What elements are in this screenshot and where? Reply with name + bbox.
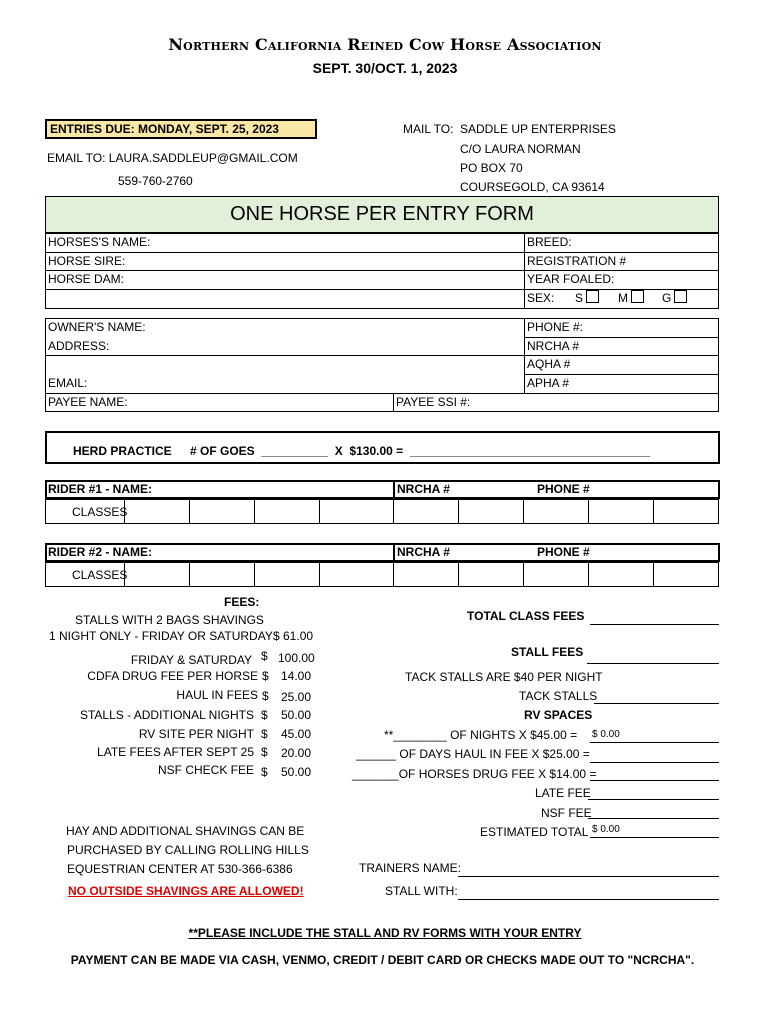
drug-fee-field[interactable] [590, 780, 719, 781]
rv-nights-field[interactable] [590, 742, 719, 743]
rider1-phone-field[interactable]: PHONE # [537, 482, 590, 496]
address-field[interactable]: ADDRESS: [48, 339, 110, 353]
mail-line-2: C/O LAURA NORMAN [460, 142, 581, 156]
haul-in-label: ______ OF DAYS HAUL IN FEE X $25.00 = [356, 747, 590, 761]
tack-note: TACK STALLS ARE $40 PER NIGHT [405, 670, 603, 684]
stalls-price: $ 61.00 [273, 629, 314, 643]
fee-label: RV SITE PER NIGHT [138, 727, 254, 741]
fee-dollar: $ [261, 708, 268, 722]
herd-goes-field[interactable]: # OF GOES __________ X $130.00 = ____________________________________ [190, 444, 651, 458]
mail-line-4: COURSEGOLD, CA 93614 [460, 180, 605, 194]
fee-dollar: $ [261, 727, 268, 741]
fee-amount: 25.00 [281, 690, 312, 704]
horse-sire-field[interactable]: HORSE SIRE: [48, 254, 126, 268]
owner-phone-field[interactable]: PHONE #: [527, 320, 584, 334]
haul-in-field[interactable] [590, 762, 719, 763]
horse-name-field[interactable]: HORSES'S NAME: [48, 235, 151, 249]
contact-phone: 559-760-2760 [118, 174, 193, 188]
include-forms-note: **PLEASE INCLUDE THE STALL AND RV FORMS WITH YOUR ENTRY [188, 926, 582, 940]
stalls-line-2: 1 NIGHT ONLY - FRIDAY OR SATURDAY [49, 629, 273, 643]
mail-line-1: SADDLE UP ENTERPRISES [460, 122, 616, 136]
sex-g-option[interactable]: G [662, 290, 687, 307]
stall-with-label: STALL WITH: [385, 884, 458, 898]
fee-dollar: $ [262, 669, 269, 683]
trainers-name-field[interactable] [458, 876, 719, 877]
horse-dam-field[interactable]: HORSE DAM: [48, 272, 125, 286]
total-class-fees-field[interactable] [590, 624, 719, 625]
rv-spaces-label: RV SPACES [524, 708, 593, 722]
checkbox-icon[interactable] [586, 290, 599, 303]
rider2-classes-label: CLASSES [72, 568, 128, 582]
sex-field [525, 290, 719, 307]
fee-label: CDFA DRUG FEE PER HORSE [87, 669, 258, 683]
owner-nrcha-field[interactable]: NRCHA # [527, 339, 580, 353]
fee-amount: 50.00 [281, 708, 312, 722]
late-fee-label: LATE FEE [535, 786, 591, 800]
owner-name-field[interactable]: OWNER'S NAME: [48, 320, 146, 334]
rider2-phone-field[interactable]: PHONE # [537, 545, 590, 559]
org-title: Northern California Reined Cow Horse Association [168, 35, 602, 54]
stalls-line-1: STALLS WITH 2 BAGS SHAVINGS [75, 613, 264, 627]
fee-dollar: $ [262, 689, 269, 703]
form-title: ONE HORSE PER ENTRY FORM [45, 196, 719, 233]
stall-fees-label: STALL FEES [511, 645, 584, 659]
drug-fee-label: _______OF HORSES DRUG FEE X $14.00 = [352, 767, 597, 781]
hay-line-2: PURCHASED BY CALLING ROLLING HILLS [67, 843, 309, 857]
nsf-fee-field[interactable] [588, 818, 719, 819]
hay-line-1: HAY AND ADDITIONAL SHAVINGS CAN BE [66, 824, 305, 838]
stall-fees-field[interactable] [587, 663, 719, 664]
owner-apha-field[interactable]: APHA # [527, 376, 570, 390]
fee-label: LATE FEES AFTER SEPT 25 [97, 745, 254, 759]
payee-name-field[interactable]: PAYEE NAME: [48, 395, 128, 409]
rv-nights-value: $ 0.00 [592, 729, 620, 740]
fee-amount: 50.00 [281, 765, 312, 779]
checkbox-icon[interactable] [674, 290, 687, 303]
checkbox-icon[interactable] [631, 290, 644, 303]
mail-line-3: PO BOX 70 [460, 161, 523, 175]
rider2-classes-row [45, 562, 719, 587]
fees-title: FEES: [224, 595, 260, 609]
rider1-name-field[interactable]: RIDER #1 - NAME: [48, 482, 153, 496]
trainers-name-label: TRAINERS NAME: [359, 861, 462, 875]
rv-nights-label: **________ OF NIGHTS X $45.00 = [384, 728, 578, 742]
fee-dollar: $ [261, 745, 268, 759]
late-fee-field[interactable] [588, 799, 719, 800]
entries-due-banner: ENTRIES DUE: MONDAY, SEPT. 25, 2023 [45, 119, 317, 139]
no-outside-shavings-warning: NO OUTSIDE SHAVINGS ARE ALLOWED! [68, 884, 304, 898]
tack-stalls-label: TACK STALLS [519, 689, 598, 703]
payee-ssi-field[interactable]: PAYEE SSI #: [396, 395, 471, 409]
fee-label: STALLS - ADDITIONAL NIGHTS [79, 708, 254, 722]
fee-dollar: $ [261, 649, 268, 663]
estimated-total-field[interactable] [590, 837, 719, 838]
rider1-classes-label: CLASSES [72, 505, 128, 519]
email-field[interactable]: EMAIL: [48, 376, 88, 390]
fee-label: NSF CHECK FEE [157, 763, 254, 777]
payment-note: PAYMENT CAN BE MADE VIA CASH, VENMO, CREDIT / DEBIT CARD OR CHECKS MADE OUT TO "NCRCHA". [70, 953, 695, 967]
nsf-fee-label: NSF FEE [541, 806, 592, 820]
total-class-fees-label: TOTAL CLASS FEES [467, 609, 585, 623]
event-dates: SEPT. 30/OCT. 1, 2023 [312, 60, 458, 76]
rider2-name-field[interactable]: RIDER #2 - NAME: [48, 545, 153, 559]
stall-with-field[interactable] [458, 899, 719, 900]
email-to: EMAIL TO: LAURA.SADDLEUP@GMAIL.COM [47, 151, 298, 165]
hay-line-3: EQUESTRIAN CENTER AT 530-366-6386 [67, 862, 293, 876]
year-foaled-field[interactable]: YEAR FOALED: [527, 272, 615, 286]
fee-amount: 45.00 [281, 727, 312, 741]
sex-s-option[interactable]: S [575, 290, 599, 307]
fee-amount: 14.00 [281, 669, 312, 683]
owner-aqha-field[interactable]: AQHA # [527, 357, 571, 371]
herd-practice-label: HERD PRACTICE [73, 444, 172, 458]
fee-label: HAUL IN FEES [176, 688, 258, 702]
rider1-nrcha-field[interactable]: NRCHA # [397, 482, 450, 496]
estimated-total-label: ESTIMATED TOTAL [480, 825, 589, 839]
fee-dollar: $ [261, 765, 268, 779]
mail-to-label: MAIL TO: [403, 122, 454, 136]
breed-field[interactable]: BREED: [527, 235, 572, 249]
fee-amount: 20.00 [281, 746, 312, 760]
rider1-classes-row [45, 499, 719, 524]
owner-section [45, 318, 719, 412]
rider2-nrcha-field[interactable]: NRCHA # [397, 545, 450, 559]
fee-label: FRIDAY & SATURDAY [130, 653, 252, 667]
registration-field[interactable]: REGISTRATION # [527, 254, 627, 268]
tack-stalls-field[interactable] [594, 703, 719, 704]
fee-amount: 100.00 [278, 651, 315, 665]
estimated-total-value: $ 0.00 [592, 824, 620, 835]
sex-m-option[interactable]: M [618, 290, 644, 307]
sex-label: SEX: [527, 291, 555, 305]
